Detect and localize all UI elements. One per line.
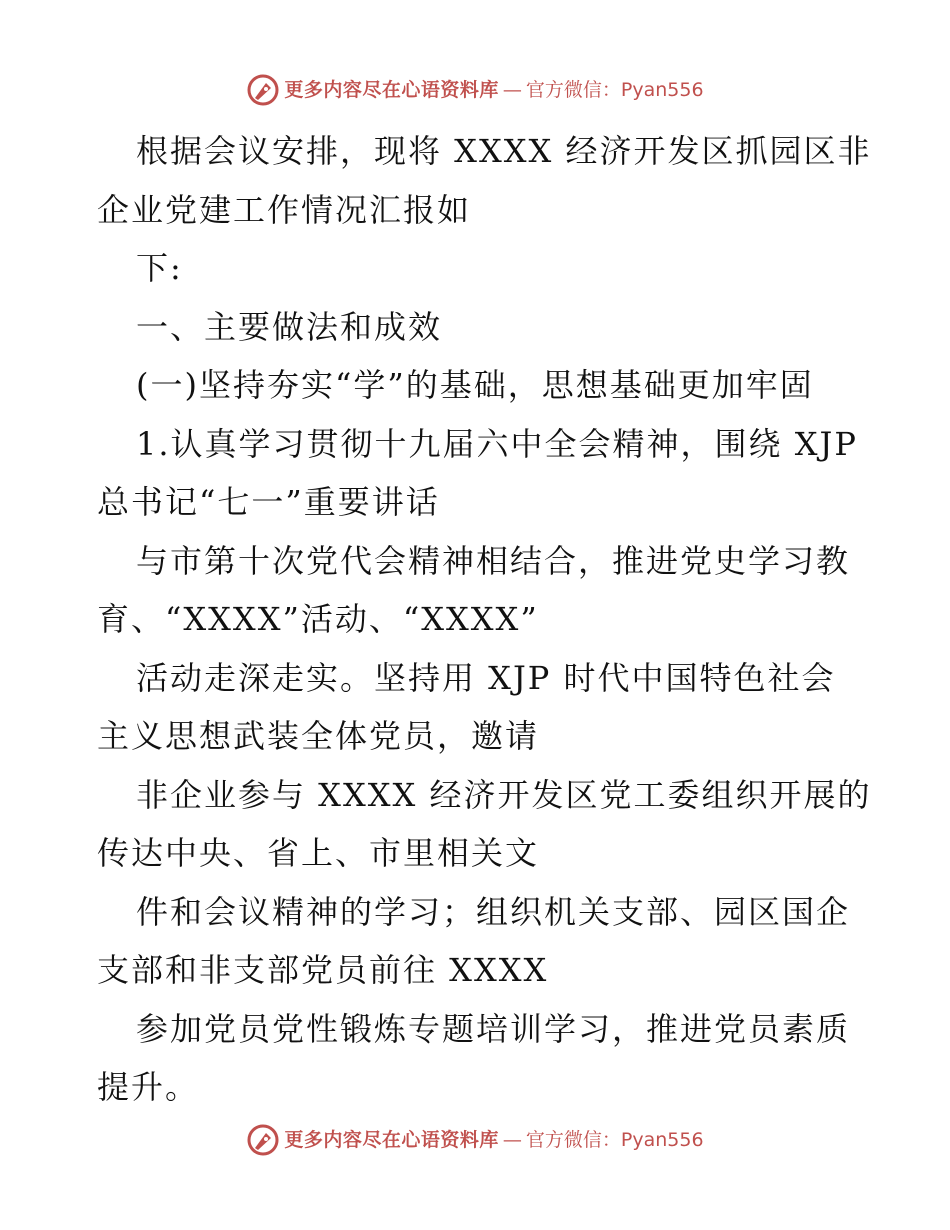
text-line: 提升。 <box>97 1068 200 1106</box>
watermark-wechat: 官方微信：Pyan556 <box>525 1128 704 1151</box>
text-line: 活动走深走实。坚持用 XJP 时代中国特色社会 <box>136 658 836 697</box>
text-line: 主义思想武装全体党员，邀请 <box>97 717 540 755</box>
text-line: 总书记“七一”重要讲话 <box>97 483 440 521</box>
document-body <box>97 122 872 1117</box>
watermark-separator: — <box>502 1128 522 1151</box>
text-line: (一)坚持夯实“学”的基础，思想基础更加牢固 <box>136 366 814 404</box>
text-line: 1.认真学习贯彻十九届六中全会精神，围绕 XJP <box>136 424 858 463</box>
text-line: 与市第十次党代会精神相结合，推进党史学习教 <box>136 541 851 580</box>
header-watermark <box>0 70 950 110</box>
fountain-pen-logo-icon <box>246 1123 280 1157</box>
text-line: 传达中央、省上、市里相关文 <box>97 834 540 872</box>
text-line: 参加党员党性锻炼专题培训学习，推进党员素质 <box>136 1009 851 1048</box>
text-line: 非企业参与 XXXX 经济开发区党工委组织开展的 <box>136 775 872 814</box>
text-line: 支部和非支部党员前往 XXXX <box>97 951 549 989</box>
watermark-separator: — <box>502 78 522 101</box>
text-line: 企业党建工作情况汇报如 <box>97 190 472 229</box>
text-line: 一、主要做法和成效 <box>136 307 443 346</box>
watermark-text: 更多内容尽在心语资料库 <box>284 78 499 101</box>
fountain-pen-logo-icon <box>246 73 280 107</box>
text-line: 件和会议精神的学习；组织机关支部、园区国企 <box>136 892 851 931</box>
text-line: 下: <box>136 249 183 287</box>
watermark-wechat: 官方微信：Pyan556 <box>525 78 704 101</box>
text-line: 育、“XXXX”活动、“XXXX” <box>97 600 539 638</box>
watermark-text: 更多内容尽在心语资料库 <box>284 1128 499 1151</box>
text-line: 根据会议安排，现将 XXXX 经济开发区抓园区非 <box>136 132 872 170</box>
footer-watermark <box>0 1120 950 1160</box>
